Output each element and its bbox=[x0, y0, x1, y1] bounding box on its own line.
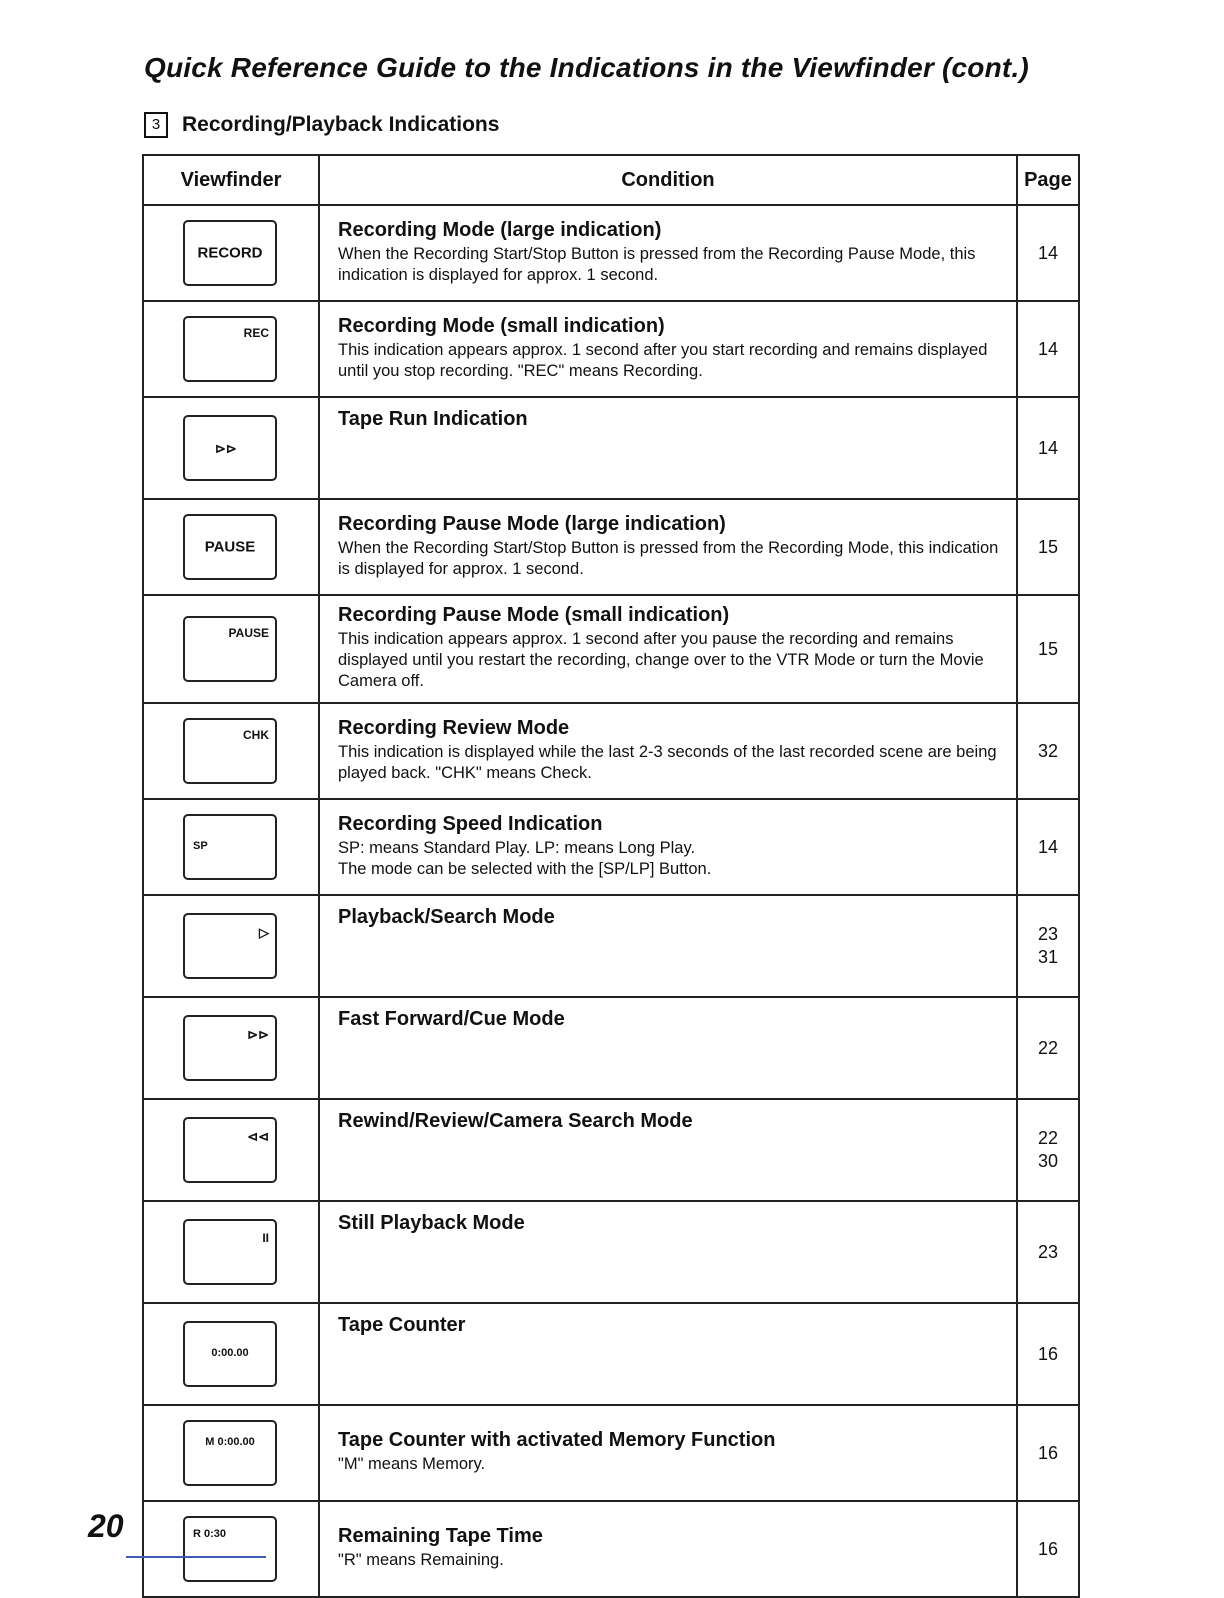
viewfinder-display bbox=[183, 1321, 277, 1387]
viewfinder-display bbox=[183, 316, 277, 382]
condition-heading: Recording Mode (large indication) bbox=[338, 218, 662, 241]
table-row bbox=[143, 1405, 1079, 1501]
table-row bbox=[143, 997, 1079, 1099]
table-row bbox=[143, 1099, 1079, 1201]
condition-heading: Fast Forward/Cue Mode bbox=[338, 1008, 565, 1030]
page-reference: 14 bbox=[1037, 242, 1059, 263]
page-reference: 16 bbox=[1037, 1442, 1059, 1463]
page-title: Quick Reference Guide to the Indications in the Viewfinder (cont.) bbox=[144, 52, 1029, 83]
condition-heading: Recording Pause Mode (large indication) bbox=[338, 512, 726, 535]
condition-description: This indication is displayed while the last 2-3 seconds of the last recorded scene are being played back. "CHK" means Check. bbox=[338, 742, 997, 782]
condition-heading: Recording Review Mode bbox=[338, 716, 570, 739]
viewfinder-display bbox=[183, 1117, 277, 1183]
condition-description: This indication appears approx. 1 second after you start recording and remains displayed until you stop recording. "REC" means Recording. bbox=[338, 340, 988, 380]
condition-description: "R" means Remaining. bbox=[338, 1551, 504, 1569]
viewfinder-indication: RECORD bbox=[197, 244, 263, 262]
viewfinder-display bbox=[183, 1015, 277, 1081]
header-viewfinder: Viewfinder bbox=[143, 155, 319, 205]
viewfinder-display bbox=[183, 1219, 277, 1285]
table-row bbox=[143, 895, 1079, 997]
viewfinder-display bbox=[183, 814, 277, 880]
table-row bbox=[143, 301, 1079, 397]
condition-description: When the Recording Start/Stop Button is pressed from the Recording Mode, this indication is displayed for approx. 1 second. bbox=[338, 538, 999, 578]
page-reference: 22 bbox=[1037, 1128, 1059, 1148]
table-header-row bbox=[143, 155, 1079, 205]
viewfinder-display bbox=[183, 913, 277, 979]
viewfinder-display bbox=[183, 616, 277, 682]
page-reference: 15 bbox=[1037, 638, 1059, 659]
condition-heading: Playback/Search Mode bbox=[338, 906, 555, 928]
viewfinder-display bbox=[183, 514, 277, 580]
viewfinder-indication: SP bbox=[193, 840, 208, 852]
page-reference: 14 bbox=[1037, 338, 1059, 359]
page-reference: 22 bbox=[1037, 1037, 1059, 1058]
page-reference: 23 bbox=[1037, 924, 1059, 944]
condition-description: When the Recording Start/Stop Button is pressed from the Recording Pause Mode, this indication is displayed for approx. 1 second. bbox=[338, 244, 976, 284]
condition-description: SP: means Standard Play. LP: means Long Play. bbox=[338, 838, 696, 857]
table-row bbox=[143, 799, 1079, 895]
viewfinder-indication: R 0:30 bbox=[193, 1528, 227, 1540]
viewfinder-display bbox=[183, 1516, 277, 1582]
condition-heading: Recording Pause Mode (small indication) bbox=[338, 604, 730, 626]
table-row bbox=[143, 205, 1079, 301]
table-row bbox=[143, 499, 1079, 595]
table-row bbox=[143, 397, 1079, 499]
page-number: 20 bbox=[88, 1508, 124, 1544]
section-title: Recording/Playback Indications bbox=[182, 113, 500, 136]
header-page: Page bbox=[1017, 155, 1079, 205]
section-heading bbox=[144, 112, 499, 138]
table-row bbox=[143, 595, 1079, 703]
condition-heading: Tape Run Indication bbox=[338, 408, 528, 430]
page-reference: 31 bbox=[1037, 947, 1059, 967]
rewind-icon: ⊲⊲ bbox=[247, 1129, 269, 1144]
viewfinder-indication: M 0:00.00 bbox=[205, 1436, 255, 1448]
page-reference: 32 bbox=[1037, 740, 1059, 761]
fast-forward-icon: ⊳⊳ bbox=[247, 1027, 269, 1042]
viewfinder-indication: 0:00.00 bbox=[211, 1347, 249, 1359]
page-reference: 14 bbox=[1037, 836, 1059, 857]
indications-table bbox=[142, 154, 1080, 1598]
page-reference: 30 bbox=[1037, 1151, 1059, 1171]
page-reference: 15 bbox=[1037, 536, 1059, 557]
header-condition: Condition bbox=[319, 155, 1017, 205]
pause-icon: II bbox=[262, 1231, 269, 1245]
condition-description: "M" means Memory. bbox=[338, 1455, 486, 1473]
table-row bbox=[143, 1201, 1079, 1303]
page-reference: 16 bbox=[1037, 1343, 1059, 1364]
page-reference: 14 bbox=[1037, 437, 1059, 458]
viewfinder-indication: REC bbox=[243, 326, 269, 340]
tape-run-icon: ⊳⊳ bbox=[215, 441, 237, 456]
page-reference: 16 bbox=[1037, 1538, 1059, 1559]
viewfinder-indication: PAUSE bbox=[228, 626, 269, 640]
play-icon: ▷ bbox=[259, 925, 269, 940]
table-row bbox=[143, 1501, 1079, 1597]
condition-description-line2: The mode can be selected with the [SP/LP] Button. bbox=[338, 859, 712, 878]
section-number: 3 bbox=[144, 112, 168, 138]
footer-rule bbox=[126, 1556, 266, 1558]
page-reference: 23 bbox=[1037, 1241, 1059, 1262]
condition-heading: Remaining Tape Time bbox=[338, 1525, 543, 1547]
condition-description: This indication appears approx. 1 second after you pause the recording and remains displayed until you restart the recording, change over to the VTR Mode or turn the Movie Camera off. bbox=[338, 630, 984, 690]
condition-heading: Tape Counter bbox=[338, 1314, 466, 1336]
condition-heading: Recording Speed Indication bbox=[338, 812, 603, 835]
condition-heading: Recording Mode (small indication) bbox=[338, 314, 665, 337]
viewfinder-indication: CHK bbox=[243, 728, 269, 742]
viewfinder-indication: PAUSE bbox=[204, 538, 256, 556]
viewfinder-display bbox=[183, 718, 277, 784]
condition-heading: Still Playback Mode bbox=[338, 1212, 525, 1234]
viewfinder-display bbox=[183, 1420, 277, 1486]
viewfinder-display bbox=[183, 415, 277, 481]
viewfinder-display bbox=[183, 220, 277, 286]
condition-heading: Tape Counter with activated Memory Function bbox=[338, 1429, 776, 1451]
table-row bbox=[143, 1303, 1079, 1405]
table-row bbox=[143, 703, 1079, 799]
condition-heading: Rewind/Review/Camera Search Mode bbox=[338, 1110, 693, 1132]
